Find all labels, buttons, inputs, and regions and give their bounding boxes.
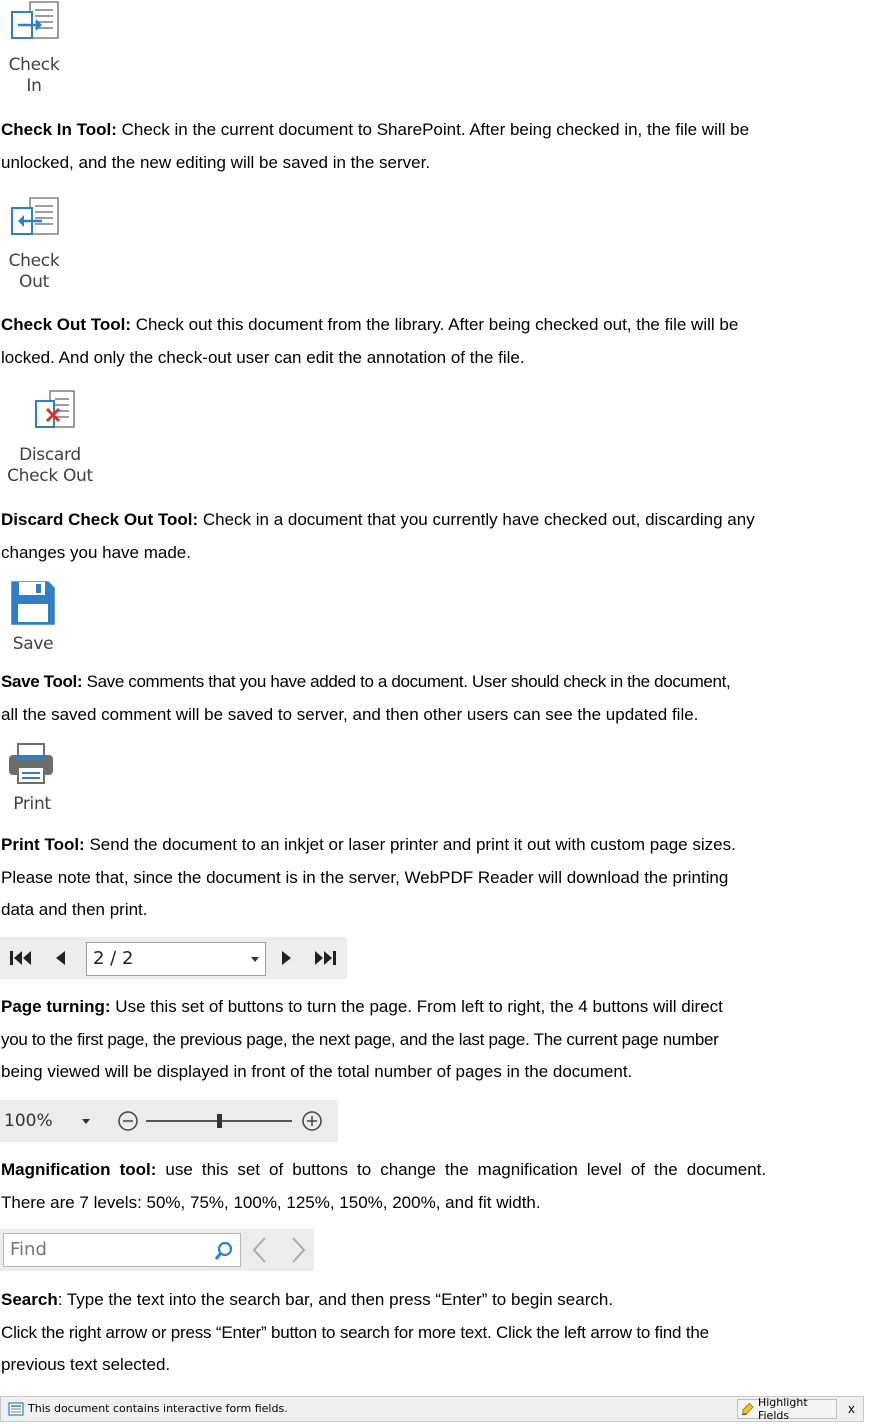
save-button[interactable] [6, 580, 60, 654]
zoom-level-select[interactable] [4, 1108, 102, 1134]
zoom-in-button[interactable] [301, 1110, 323, 1132]
print-label: Print [13, 794, 51, 814]
save-label: Save [12, 634, 54, 654]
check-in-text-2: unlocked, and the new editing will be saved in the server. [1, 152, 431, 172]
save-text-1: Save comments that you have added to a document. User should check in the document, [82, 672, 731, 691]
page-number-select[interactable] [86, 942, 266, 976]
save-title: Save Tool: [1, 672, 83, 691]
previous-page-icon [51, 948, 69, 968]
check-in-label-line2: In [26, 76, 42, 96]
magnification-title: Magnification tool: [1, 1160, 157, 1179]
search-icon [214, 1241, 234, 1261]
check-out-label-line1: Check [8, 251, 60, 271]
discard-check-out-icon [2, 389, 98, 437]
form-fields-message: This document contains interactive form fields. [28, 1402, 288, 1415]
zoom-level-value: 100% [4, 1111, 53, 1131]
first-page-icon [8, 948, 34, 968]
chevron-right-icon [286, 1235, 310, 1265]
discard-check-out-description [1, 504, 867, 569]
form-fields-notification-bar [0, 1396, 864, 1422]
check-out-description [1, 309, 867, 374]
check-in-text-1: Check in the current document to SharePoint. After being checked in, the file will be [116, 120, 750, 139]
highlight-fields-button[interactable] [737, 1396, 837, 1422]
print-button[interactable] [6, 742, 58, 816]
search-description [1, 1284, 867, 1382]
discard-check-out-title: Discard Check Out Tool: [1, 510, 199, 529]
save-description [1, 666, 867, 731]
search-text-1: : Type the text into the search bar, and then press “Enter” to begin search. [57, 1290, 614, 1309]
highlight-fields-label: Highlight Fields [757, 1396, 808, 1422]
discard-check-out-text-1: Check in a document that you currently have checked out, discarding any [198, 510, 755, 529]
next-page-icon [278, 948, 296, 968]
page-turning-text-1: Use this set of buttons to turn the page. From left to right, the 4 buttons will direct [110, 997, 723, 1016]
form-document-icon [8, 1402, 24, 1416]
check-in-label-line1: Check [8, 55, 60, 75]
discard-check-out-label-line1: Discard [19, 445, 81, 465]
last-page-button[interactable] [306, 937, 344, 979]
zoom-out-icon [117, 1110, 139, 1132]
check-in-button[interactable] [4, 0, 64, 94]
print-text-2: Please note that, since the document is in the server, WebPDF Reader will download the printing [1, 867, 729, 887]
search-next-button[interactable] [286, 1235, 310, 1265]
check-out-text-2: locked. And only the check-out user can edit the annotation of the file. [1, 347, 525, 367]
zoom-slider[interactable] [146, 1112, 292, 1130]
page-number-value: 2 / 2 [93, 948, 134, 969]
check-out-text-1: Check out this document from the library. After being checked out, the file will be [131, 315, 739, 334]
magnification-toolbar [0, 1100, 338, 1142]
check-out-label-line2: Out [19, 272, 49, 292]
save-icon [6, 580, 60, 626]
first-page-button[interactable] [4, 937, 38, 979]
check-out-title: Check Out Tool: [1, 315, 132, 334]
page-turning-description [1, 991, 867, 1089]
magnification-description [1, 1154, 867, 1219]
discard-check-out-label-line2: Check Out [7, 466, 93, 486]
page-turning-text-3: being viewed will be displayed in front of the total number of pages in the document. [1, 1062, 633, 1081]
previous-page-button[interactable] [42, 937, 78, 979]
search-title: Search [1, 1290, 58, 1309]
check-in-description [1, 114, 867, 179]
chevron-down-icon [82, 1119, 90, 1124]
zoom-out-button[interactable] [117, 1110, 139, 1132]
next-page-button[interactable] [270, 937, 304, 979]
search-text-2: Click the right arrow or press “Enter” button to search for more text. Click the left arrow to find the [1, 1322, 709, 1342]
check-out-icon [4, 196, 64, 242]
page-turning-text-2: you to the first page, the previous page, the next page, and the last page. The current page number [1, 1029, 719, 1049]
magnification-text-2: There are 7 levels: 50%, 75%, 100%, 125%, 150%, 200%, and fit width. [1, 1192, 541, 1212]
search-text-3: previous text selected. [1, 1355, 171, 1374]
print-title: Print Tool: [1, 835, 85, 854]
magnification-text-1: use this set of buttons to change the magnification level of the document. [156, 1160, 767, 1179]
page-turning-title: Page turning: [1, 997, 111, 1016]
discard-check-out-text-2: changes you have made. [1, 542, 191, 562]
search-input[interactable] [3, 1233, 241, 1267]
print-text-3: data and then print. [1, 900, 148, 919]
zoom-in-icon [301, 1110, 323, 1132]
page-turning-toolbar [0, 937, 347, 979]
print-description [1, 829, 867, 927]
search-previous-button[interactable] [248, 1235, 272, 1265]
highlighter-icon [741, 1402, 754, 1416]
save-text-2: all the saved comment will be saved to server, and then other users can see the updated file. [1, 704, 699, 724]
last-page-icon [312, 948, 338, 968]
check-in-icon [4, 0, 64, 46]
search-placeholder: Find [10, 1239, 47, 1260]
print-text-1: Send the document to an inkjet or laser printer and print it out with custom page sizes. [84, 835, 736, 854]
printer-icon [6, 742, 58, 786]
chevron-left-icon [248, 1235, 272, 1265]
close-notification-button[interactable]: x [847, 1402, 855, 1416]
check-in-title: Check In Tool: [1, 120, 117, 139]
zoom-slider-thumb[interactable] [217, 1114, 222, 1128]
check-out-button[interactable] [4, 196, 64, 290]
discard-check-out-button[interactable] [2, 389, 98, 485]
chevron-down-icon [251, 957, 259, 962]
search-toolbar [0, 1229, 314, 1271]
